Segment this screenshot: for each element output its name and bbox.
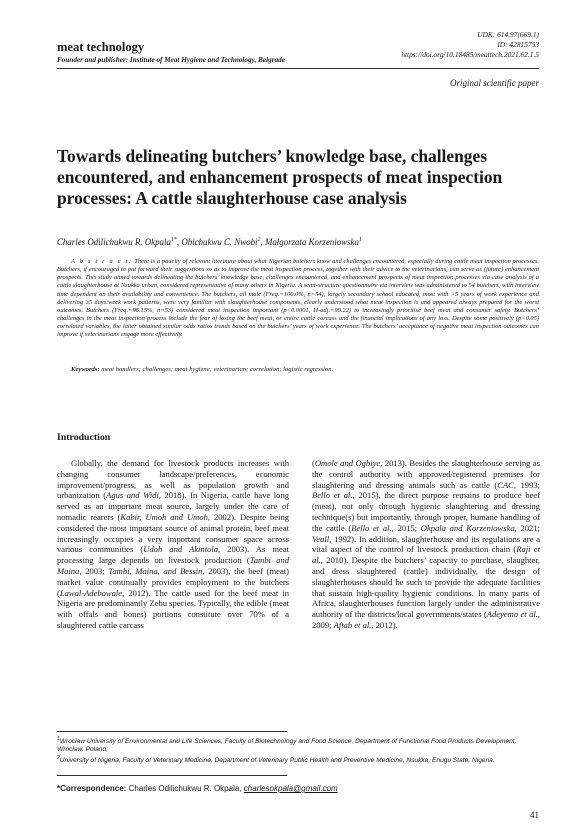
text-run: , 2002). Despite being considered the most important source of animal protein, beef meat increasingly occupies a very important consumer space across various communities ( — [57, 511, 289, 555]
footnote-mark: 2 — [57, 755, 60, 761]
article-id: ID: 42815753 — [497, 40, 539, 49]
text-run: ( — [312, 458, 315, 468]
text-run: , 2012). The cattle used for the beef meat in Nigeria are predominantly Zebu species. Typically, the edible (meat with offals and bones) portions constitute over 70% of a slaughtered cattle carcass — [57, 587, 289, 630]
affiliation-footnote — [57, 754, 539, 765]
paragraph — [312, 458, 540, 631]
correspondence-name: Charles Odilichukwu R. Okpala, — [128, 784, 242, 793]
author-name: Charles Odilichukwu R. Okpala — [57, 237, 171, 247]
affiliation-text: Wrocław University of Environmental and Life Sciences, Faculty of Biotechnology and Food Science, Department of Functional Food Products Development, Wrocław, Poland; — [57, 738, 517, 754]
page-number: 41 — [530, 810, 539, 820]
citation: Bello et al. — [312, 490, 353, 501]
citation: Veall — [312, 533, 330, 544]
keywords-text: meat handlers; challenges; meat hygiene; veterinarian; correlation; logistic regression. — [101, 366, 334, 373]
affiliation-mark: 2 — [257, 237, 261, 244]
abstract — [57, 258, 539, 340]
abstract-text: There is a paucity of relevant literature about what Nigerian butchers know and challenges encountered, especially during cattle meat inspection processes. Butchers, if encouraged to put forward their suggestions so as to improve the meat inspection process, together with their advice to the veterinarians, can serve as (future) enhancement prospects. This study aimed towards delineating the butchers’ knowledge base, challenges encountered, and enhancement prospects of meat inspection processes via case analysis of a cattle slaughterhouse at Nsukka urban, considered representative of many others in Nigeria. A semi-structure questionnaire via interview was administered to 54 butchers, with interview time dependent on their availability and convenience. The butchers, all male (Freq.=100.0%, n=54), largely secondary school educated, most with >5 years of work experience and delivering ≥5 days/week work patterns, were very familiar with slaughterhouse components, clearly understood what meat inspection is and appeared always prepared for the worst outcomes. Butchers (Freq.=98.15%, n=53) considered meat inspection important (p<0.0001, H-adj.=99.22) to increasingly prioritise beef meat and consumer safety. Butchers’ challenges in the meat inspection process include the fear of losing the beef meat, or entire cattle carcass and the financial implications of any loss. Despite some positively (p<0.05) correlated variables, the latter obtained similar odds ratios trends based on the butchers’ years of work experience. The butchers’ acceptance of negative meat inspection outcomes can improve if veterinarians engage more effectively. — [57, 258, 540, 339]
correspondence-divider — [57, 775, 287, 776]
paragraph — [57, 458, 289, 631]
publisher-line: Founder and publisher: Institute of Meat Hygiene and Technology, Belgrade — [57, 56, 285, 64]
citation: CAC — [497, 479, 514, 490]
citation: Tambi, Maina, and Bessin — [108, 565, 203, 576]
affiliation-text: University of Nigeria, Faculty of Veterinary Medicine, Department of Veterinary Public Health and Preventive Medicine, Nsukka, Enugu State, Nigeria. — [59, 757, 495, 765]
body-column-right — [312, 458, 540, 631]
citation: Adeyemo et al. — [486, 609, 538, 620]
text-run: , 2003), the beef (meat) market value continually provides employment to the butchers ( — [57, 565, 289, 598]
text-run: , 2015; — [391, 522, 421, 533]
citation: Tambi and Maina — [57, 555, 289, 576]
citation: Okpala and Korzeniowska — [420, 522, 515, 533]
keywords — [57, 366, 539, 373]
body-column-left — [57, 458, 289, 631]
text-run: , 2003; — [79, 565, 109, 576]
text-run: , 1992). In addition, slaughterhouse and its regulations are a vital aspect of the control of livestock production chain ( — [312, 533, 540, 555]
udk: UDK: 614.97(669.1) — [477, 30, 539, 39]
affiliation-mark: 1 — [358, 237, 362, 244]
text-run: , 2009; — [312, 609, 540, 630]
footnote-divider — [57, 731, 287, 732]
text-run: , 2018). In Nigeria, cattle have long served as an important meat source, largely under the care of nomadic rearers ( — [57, 490, 289, 522]
text-run: Globally, the demand for livestock products increases with changing consumer landscape/preferences, economic improvement/progress, as well as population growth and urbanization ( — [57, 458, 289, 501]
article-title: Towards delineating butchers’ knowledge base, challenges encountered, and enhancement prospects of meat inspection processes: A cattle slaughterhouse case analysis — [57, 146, 503, 208]
text-run: , 2012). — [371, 619, 398, 630]
doi-link[interactable]: https://doi.org/10.18485/meattech.2021.62.1.5 — [401, 50, 539, 59]
citation: Aftab et al. — [333, 619, 372, 630]
author-name: Obichukwu C. Nwobi — [181, 237, 258, 247]
section-heading-introduction: Introduction — [57, 432, 111, 443]
text-run: , 2015), the direct purpose remains to produce beef (meat), not only through hygienic slaughtering and dressing technique(s) but importantly, through proper, humane handling of the cattle ( — [312, 490, 541, 533]
text-run: , 1993; — [513, 479, 540, 490]
citation: Udoh and Akintola — [143, 544, 218, 555]
author-name: Małgorzata Korzeniowska — [264, 237, 359, 247]
text-run: , 2021; — [514, 522, 540, 533]
citation: Bello et al. — [351, 522, 392, 533]
journal-name: meat technology — [57, 40, 145, 54]
article-type: Original scientific paper — [450, 78, 539, 88]
correspondence-label: *Correspondence: — [57, 784, 127, 793]
citation: Agus and Widi — [106, 490, 159, 501]
citation: Lawal-Adebowale — [59, 587, 123, 598]
author-list: Charles Odilichukwu R. Okpala$^{1*}$, Obichukwu C. Nwobi$^2$, Małgorzata Korzeniowska$^1$ — [57, 237, 362, 247]
journal-header — [57, 40, 285, 64]
keywords-label: Keywords: — [71, 366, 100, 373]
text-run: , 2003). As meat processing large depends on livestock production ( — [57, 544, 290, 566]
text-run: , 2010). Despite the butchers’ capacity to purchase, slaughter, and dress slaughtered (cattle) individually, the design of slaughterhouses should be such to provide the adequate facilities that sustain high-quality hygienic conditions. In many parts of Africa, slaughterhouses function largely under the administrative authority of the districts/local governments/states ( — [312, 555, 540, 620]
text-run: , 2013). Besides the slaughterhouse serving as the control authority with approved/registered premises for slaughtering and dressing animals such as cattle ( — [312, 458, 540, 490]
footnote-mark: 1 — [57, 736, 60, 742]
correspondence — [57, 784, 338, 793]
citation: Omole and Ogbiye — [314, 458, 381, 468]
citation: Kabir, Umoh and Umoh — [120, 511, 208, 522]
affiliation-mark: 1* — [170, 237, 177, 244]
correspondence-email-link[interactable]: charlesokpala@gmail.com — [243, 784, 338, 793]
affiliation-footnote — [57, 735, 539, 755]
header-divider — [57, 68, 539, 69]
citation: Raji et al. — [312, 544, 540, 566]
article-identifiers — [401, 30, 539, 60]
abstract-label: A b s t r a c t: — [71, 258, 133, 265]
